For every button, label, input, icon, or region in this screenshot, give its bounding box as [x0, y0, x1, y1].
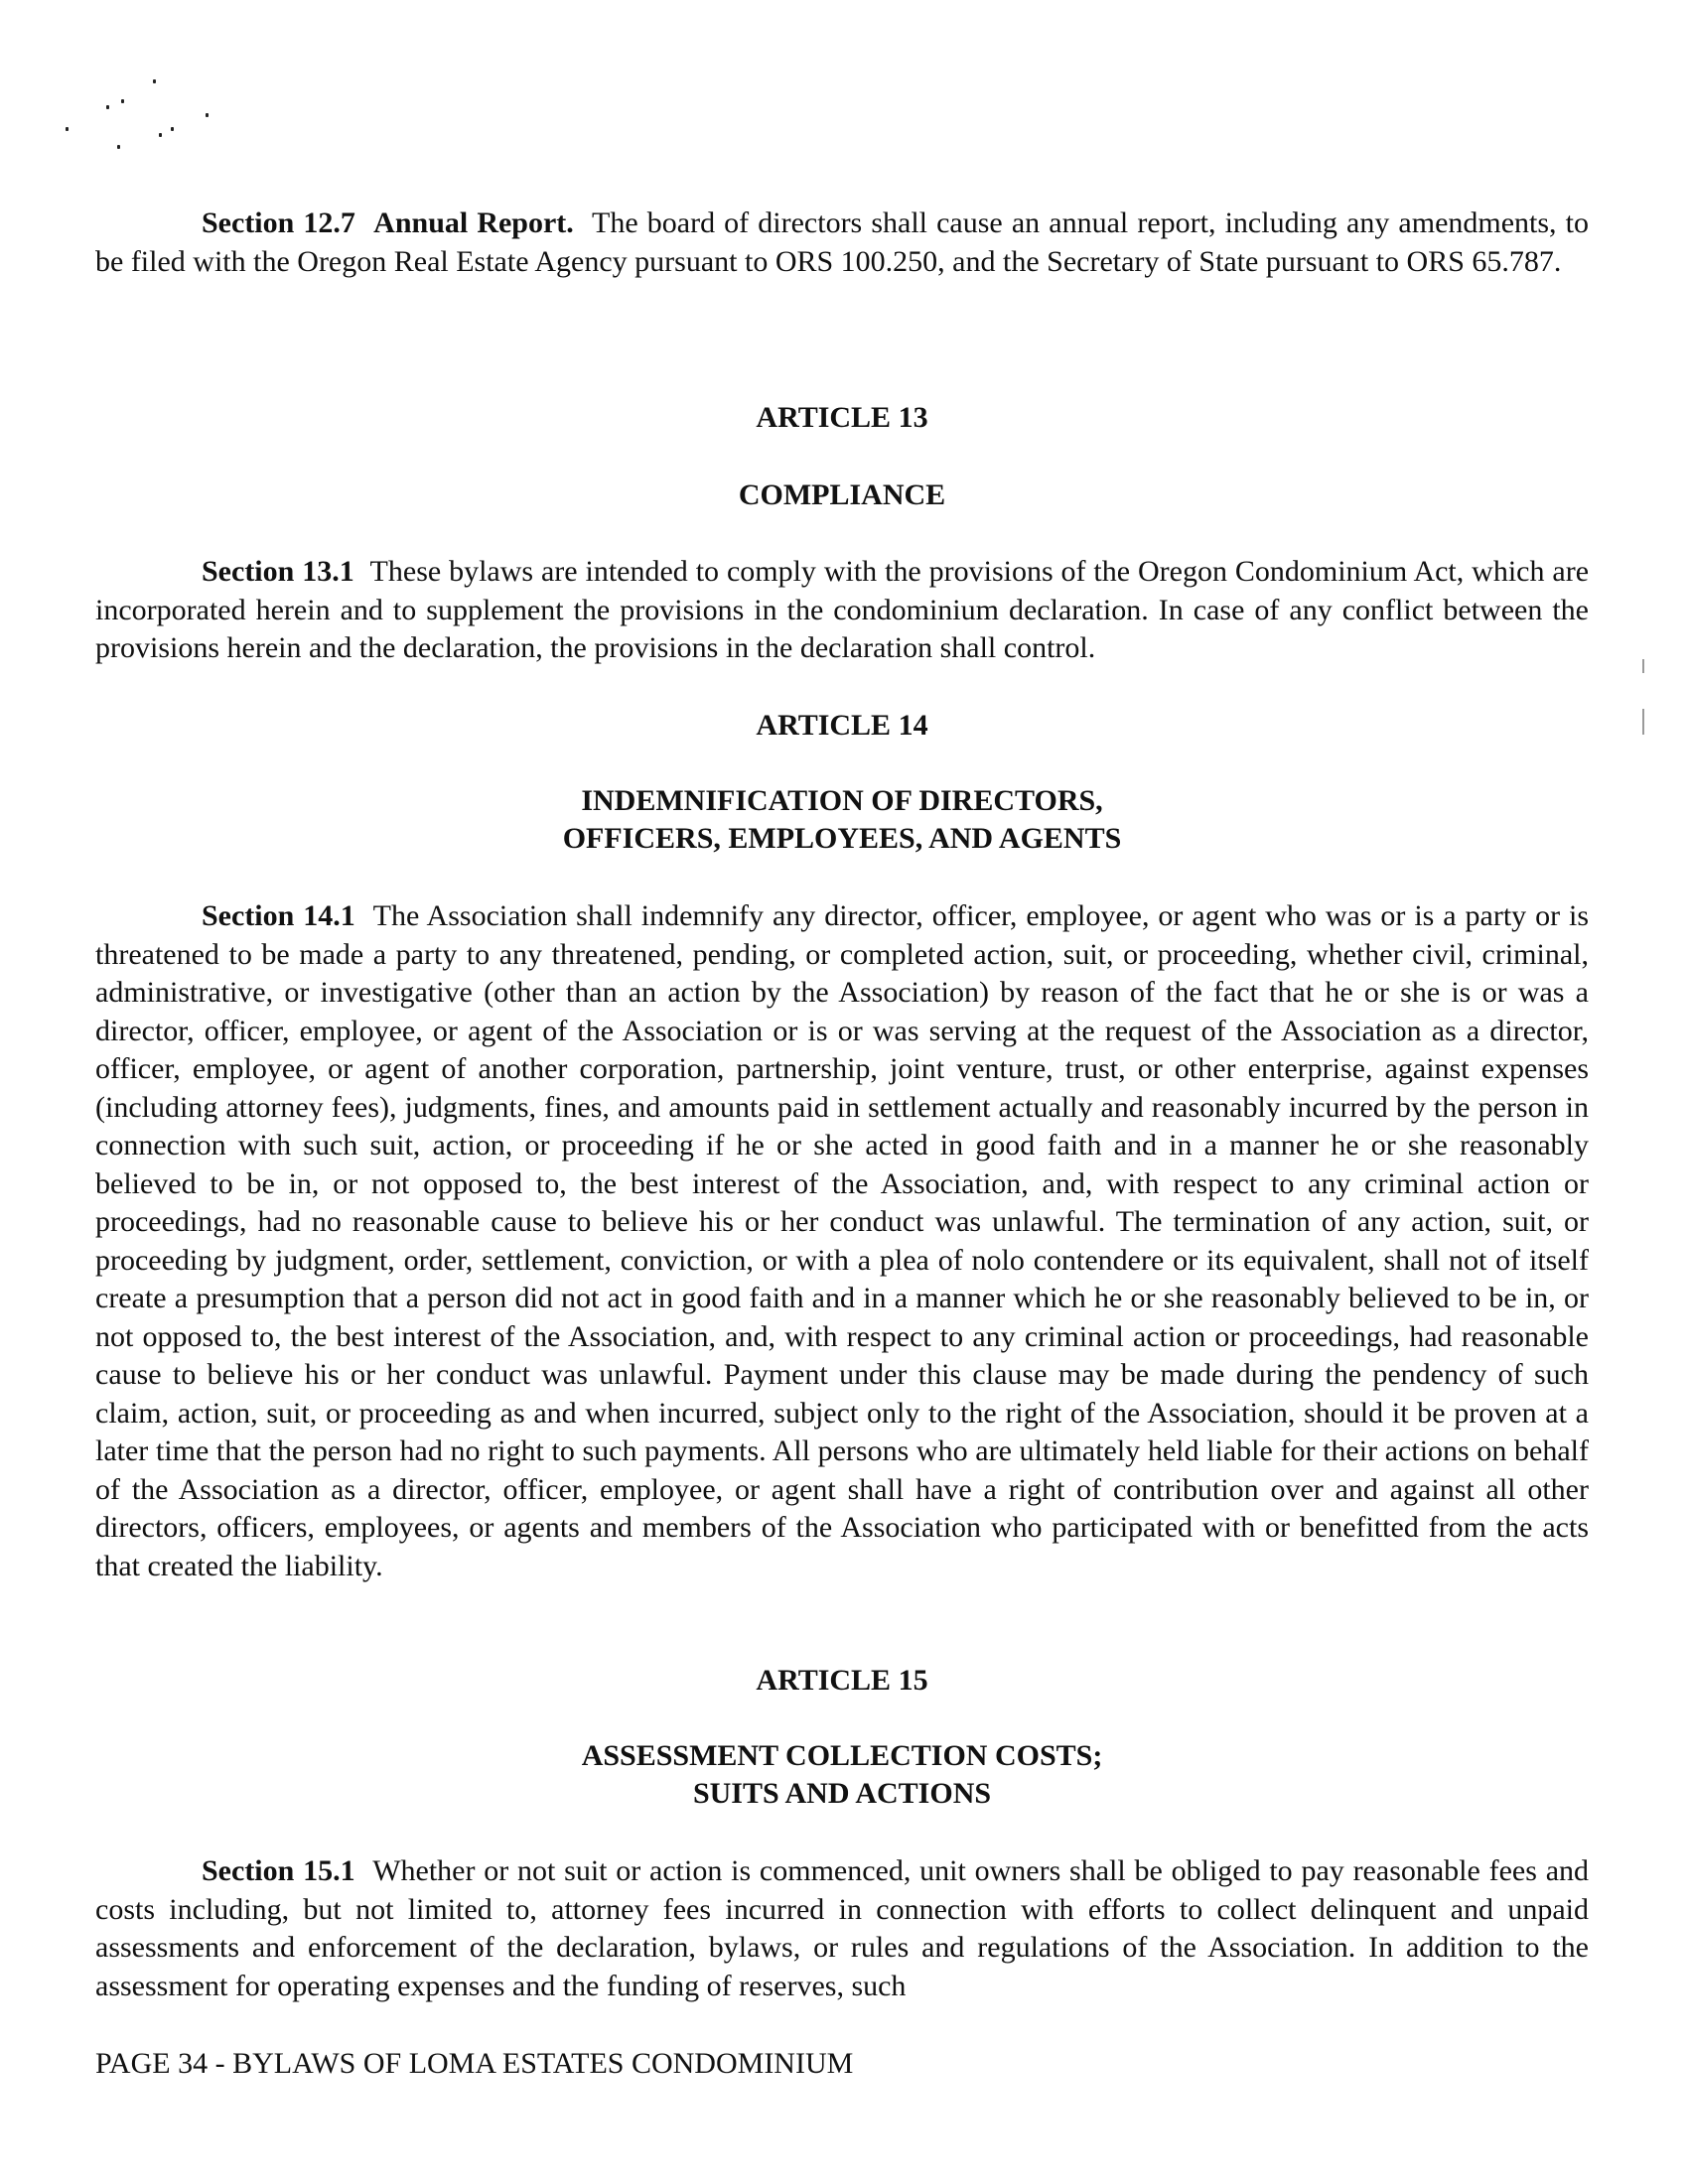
section-text: Whether or not suit or action is commenced, unit owners shall be obliged to pay reasonable fees and costs including, but not limited to, attorney fees incurred in connection with efforts to collect delinquent and unpaid assessments and enforcement of the declaration, bylaws, or rules and regulations of the Association. In addition to the assessment for operating expenses and the funding of reserves, such — [95, 1854, 1590, 2002]
article-15-label: ARTICLE 15 — [756, 1664, 928, 1697]
section-13-1-paragraph — [95, 553, 1589, 668]
section-text: These bylaws are intended to comply with the provisions of the Oregon Condominium Act, which are incorporated herein and to supplement the provisions in the condominium declaration. In case of any conflict between the provisions herein and the declaration, the provisions in the declaration shall control. — [95, 555, 1590, 664]
article-15-title-line2: SUITS AND ACTIONS — [692, 1777, 992, 1810]
section-text: The Association shall indemnify any director, officer, employee, or agent who was or is a party or is threatened to be made a party to any threatened, pending, or completed action, suit, or proceeding, whether civil, criminal, administrative, or investigative (other than an action by the Association) by reason of the fact that he or she is or was a director, officer, employee, or agent of the Association or is or was serving at the request of the Association as a director, officer, employee, or agent of another corporation, partnership, joint venture, trust, or other enterprise, against expenses (including attorney fees), judgments, fines, and amounts paid in settlement actually and reasonably incurred by the person in connection with such suit, action, or proceeding if he or she acted in good faith and in a manner he or she reasonably believed to be in, or not opposed to, the best interest of the Association, and, with respect to any criminal action or proceedings, had no reasonable cause to believe his or her conduct was unlawful. The termination of any action, suit, or proceeding by judgment, order, settlement, conviction, or with a plea of nolo contendere or its equivalent, shall not of itself create a presumption that a person did not act in good faith and in a manner which he or she reasonably believed to be in, or not opposed to, the best interest of the Association, and, with respect to any criminal action or proceedings, had reasonable cause to believe his or her conduct was unlawful. Payment under this clause may be made during the pendency of such claim, action, suit, or proceeding as and when incurred, subject only to the right of the Association, should it be proven at a later time that the person had no right to such payments. All persons who are ultimately held liable for their actions on behalf of the Association as a director, officer, employee, or agent shall have a right of contribution over and against all other directors, officers, employees, or agents and members of the Association who participated with or benefitted from the acts that created the liability. — [95, 899, 1590, 1582]
page-footer: PAGE 34 - BYLAWS OF LOMA ESTATES CONDOMINIUM — [95, 2047, 854, 2080]
scan-speck — [206, 113, 209, 117]
section-number: Section 14.1 — [202, 899, 355, 932]
article-13-label: ARTICLE 13 — [756, 401, 928, 434]
scan-speck — [106, 105, 109, 109]
section-text: The board of directors shall cause an annual report, including any amendments, to be filed with the Oregon Real Estate Agency pursuant to ORS 100.250, and the Secretary of State pursuant to ORS 65.787. — [95, 206, 1590, 278]
article-14-title-line2: OFFICERS, EMPLOYEES, AND AGENTS — [562, 822, 1122, 855]
scan-speck — [159, 133, 162, 137]
section-15-1-paragraph — [95, 1852, 1589, 2005]
section-number: Section 15.1 — [202, 1854, 355, 1887]
scan-speck — [121, 99, 124, 103]
article-14-title-line1: INDEMNIFICATION OF DIRECTORS, — [581, 784, 1103, 817]
article-14-label: ARTICLE 14 — [756, 709, 928, 742]
section-12-7-paragraph — [95, 205, 1589, 281]
scan-edge-mark — [1642, 709, 1644, 735]
section-number: Section 12.7 — [202, 206, 355, 239]
article-13-title: COMPLIANCE — [738, 478, 946, 511]
section-14-1-paragraph — [95, 897, 1589, 1585]
scan-speck — [153, 79, 156, 83]
section-title: Annual Report. — [373, 206, 574, 239]
scan-speck — [171, 127, 174, 131]
scan-edge-mark — [1642, 659, 1644, 673]
article-15-title-line1: ASSESSMENT COLLECTION COSTS; — [581, 1739, 1103, 1772]
scan-speck — [66, 127, 69, 131]
section-number: Section 13.1 — [202, 555, 354, 588]
scan-speck — [117, 145, 120, 149]
